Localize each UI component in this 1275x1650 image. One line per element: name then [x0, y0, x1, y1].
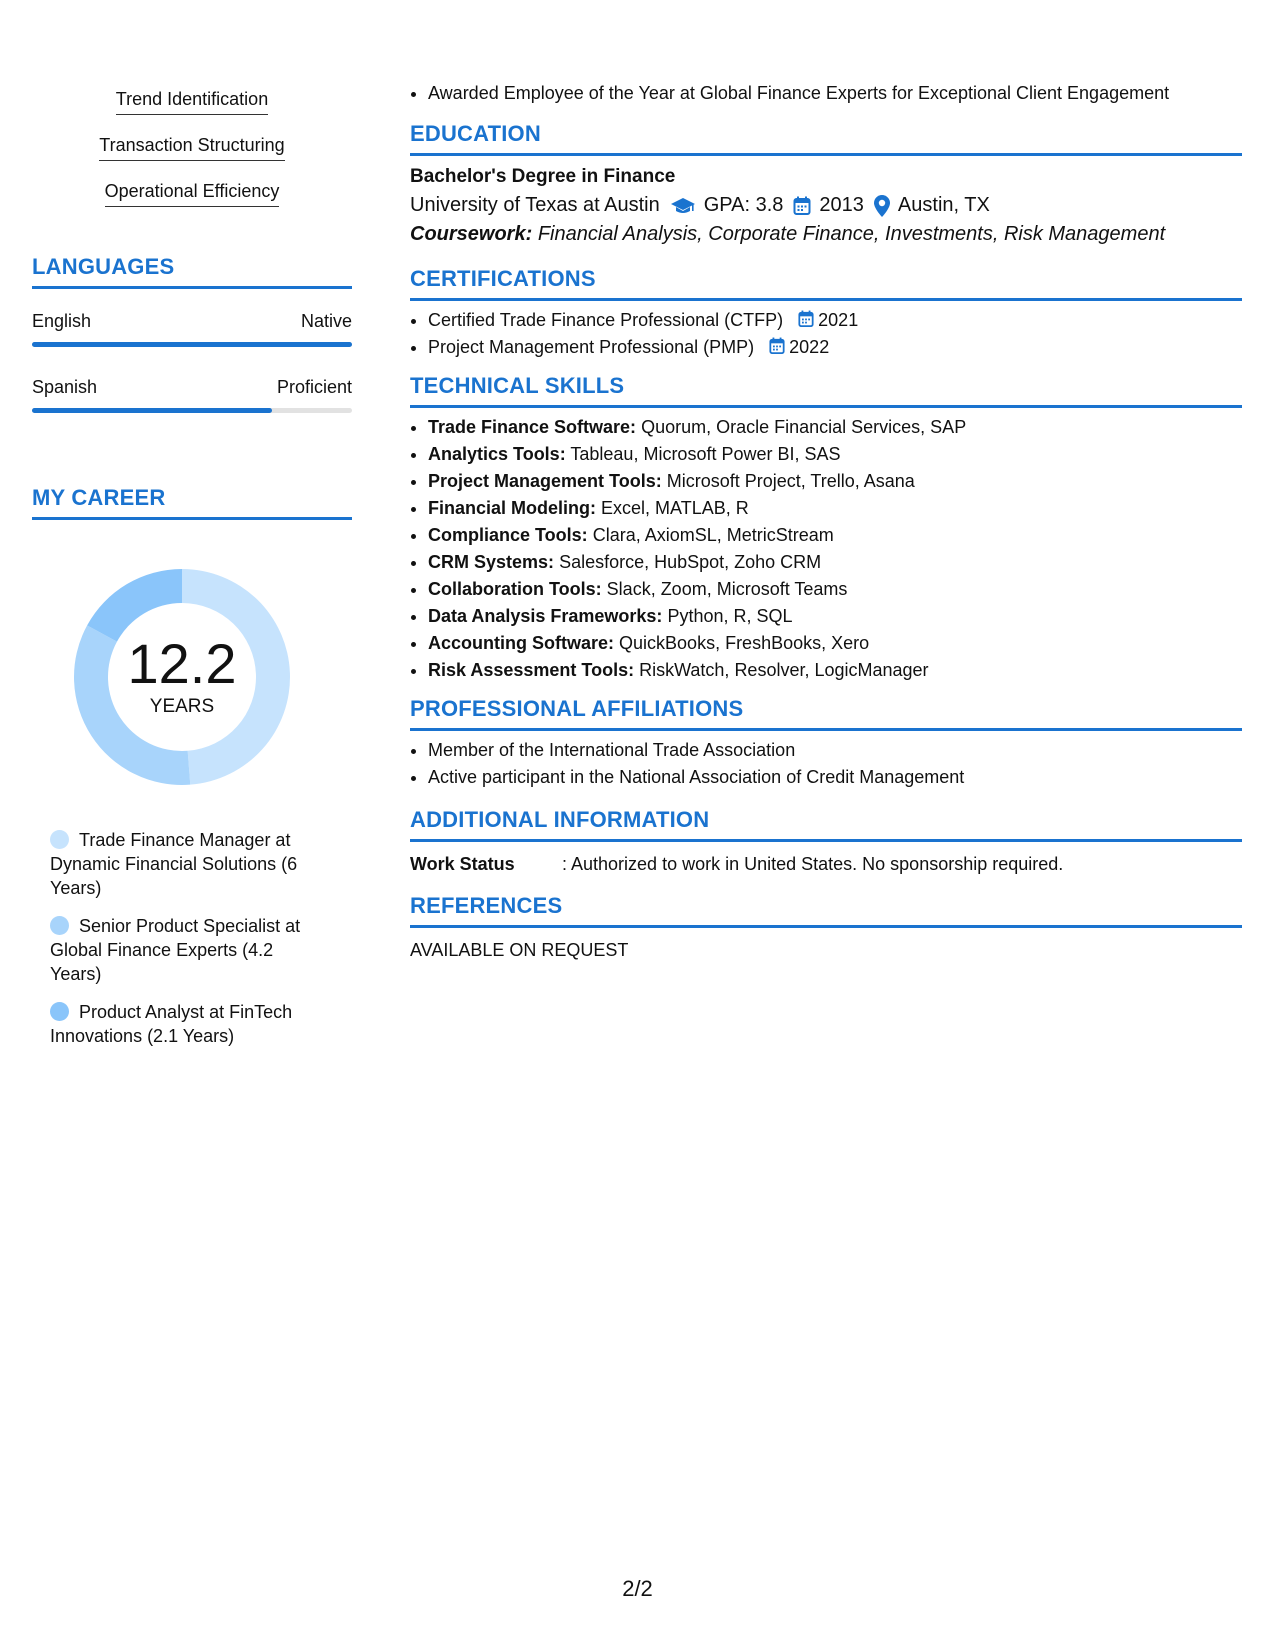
career-donut-chart [67, 562, 297, 792]
list-item [428, 576, 1242, 603]
skill-values: Excel, MATLAB, R [601, 498, 749, 518]
coursework-label: Coursework: [410, 223, 533, 245]
legend-item [50, 914, 320, 986]
list-item: • Awarded Employee of the Year at Global Finance Experts for Exceptional Client Engagement [428, 80, 1242, 107]
education-school: University of Texas at Austin [410, 194, 660, 216]
experience-bullets [410, 80, 1242, 107]
languages-title: LANGUAGES [32, 254, 352, 289]
skill-category: Accounting Software: [428, 633, 615, 653]
language-bar [32, 408, 352, 413]
page-number: 2/2 [622, 1576, 653, 1601]
education-coursework [410, 223, 1242, 246]
skill-values: Clara, AxiomSL, MetricStream [592, 525, 834, 545]
legend-label: Trade Finance Manager at Dynamic Financial Solutions (6 Years) [50, 830, 298, 898]
career-total-years: 12.2 [127, 632, 237, 695]
career-legend [50, 828, 320, 1048]
references-text: AVAILABLE ON REQUEST [410, 940, 629, 960]
sidebar [32, 80, 352, 1062]
legend-label: Product Analyst at FinTech Innovations (2.1 Years) [50, 1002, 293, 1046]
certification-name: Project Management Professional (PMP) [428, 337, 755, 357]
skill-category: Data Analysis Frameworks: [428, 606, 663, 626]
skill-tags [32, 80, 352, 218]
skill-category: Compliance Tools: [428, 525, 588, 545]
list-item: • Member of the International Trade Association [428, 737, 1242, 764]
work-status-label: Work Status [410, 854, 515, 874]
affiliations-list [410, 737, 1242, 791]
calendar-icon [798, 310, 814, 328]
skill-values: Slack, Zoom, Microsoft Teams [606, 579, 848, 599]
education-details [410, 194, 1242, 217]
list-item [428, 307, 1242, 334]
additional-info-title: ADDITIONAL INFORMATION [410, 807, 1242, 842]
skill-values: RiskWatch, Resolver, LogicManager [639, 660, 929, 680]
list-item [428, 334, 1242, 361]
certification-year: 2022 [789, 337, 830, 357]
language-bar-fill [32, 342, 352, 347]
list-item [428, 603, 1242, 630]
coursework-value: Financial Analysis, Corporate Finance, Investments, Risk Management [537, 223, 1166, 245]
education-gpa: GPA: 3.8 [703, 194, 784, 216]
list-item [428, 468, 1242, 495]
language-row [32, 377, 352, 413]
main-content [410, 80, 1242, 961]
list-item [428, 495, 1242, 522]
language-level: Native [300, 311, 352, 331]
skill-values: Tableau, Microsoft Power BI, SAS [570, 444, 841, 464]
technical-skills-title: TECHNICAL SKILLS [410, 373, 1242, 408]
work-status-value: : Authorized to work in United States. No sponsorship required. [562, 854, 1064, 874]
language-name: Spanish [32, 377, 98, 397]
legend-item [50, 1000, 320, 1048]
legend-label: Senior Product Specialist at Global Finance Experts (4.2 Years) [50, 916, 301, 984]
certification-name: Certified Trade Finance Professional (CTFP) [428, 310, 784, 330]
graduation-cap-icon [670, 196, 696, 216]
map-pin-icon [874, 195, 890, 217]
language-level: Proficient [276, 377, 352, 397]
calendar-icon [793, 196, 811, 216]
education-location: Austin, TX [897, 194, 990, 216]
skill-category: Risk Assessment Tools: [428, 660, 635, 680]
skill-category: Financial Modeling: [428, 498, 597, 518]
skill-values: QuickBooks, FreshBooks, Xero [619, 633, 870, 653]
language-name: English [32, 311, 92, 331]
list-item [428, 414, 1242, 441]
education-degree: Bachelor's Degree in Finance [410, 166, 676, 187]
list-item [428, 657, 1242, 684]
skill-values: Quorum, Oracle Financial Services, SAP [641, 417, 967, 437]
education-year: 2013 [819, 194, 864, 216]
list-item [428, 630, 1242, 657]
career-total-unit: YEARS [149, 696, 215, 717]
certifications-list [410, 307, 1242, 361]
list-item [428, 522, 1242, 549]
legend-dot [50, 1002, 69, 1021]
language-bar [32, 342, 352, 347]
language-row [32, 311, 352, 347]
education-title: EDUCATION [410, 121, 1242, 156]
list-item [428, 549, 1242, 576]
skill-category: Analytics Tools: [428, 444, 566, 464]
list-item [428, 441, 1242, 468]
work-status-row [410, 854, 1242, 875]
language-bar-fill [32, 408, 272, 413]
affiliations-title: PROFESSIONAL AFFILIATIONS [410, 696, 1242, 731]
legend-dot [50, 830, 69, 849]
skill-tag: Operational Efficiency [105, 181, 280, 207]
legend-item [50, 828, 320, 900]
skill-values: Python, R, SQL [667, 606, 793, 626]
career-title: MY CAREER [32, 485, 352, 520]
technical-skills-list [410, 414, 1242, 684]
skill-tag: Trend Identification [116, 89, 268, 115]
skill-tag: Transaction Structuring [99, 135, 284, 161]
certification-year: 2021 [818, 310, 859, 330]
certifications-title: CERTIFICATIONS [410, 266, 1242, 301]
skill-values: Salesforce, HubSpot, Zoho CRM [559, 552, 822, 572]
skill-category: Trade Finance Software: [428, 417, 637, 437]
legend-dot [50, 916, 69, 935]
list-item: • Active participant in the National Association of Credit Management [428, 764, 1242, 791]
references-title: REFERENCES [410, 893, 1242, 928]
skill-category: Project Management Tools: [428, 471, 662, 491]
skill-category: Collaboration Tools: [428, 579, 602, 599]
skill-values: Microsoft Project, Trello, Asana [666, 471, 915, 491]
skill-category: CRM Systems: [428, 552, 555, 572]
calendar-icon [769, 337, 785, 355]
